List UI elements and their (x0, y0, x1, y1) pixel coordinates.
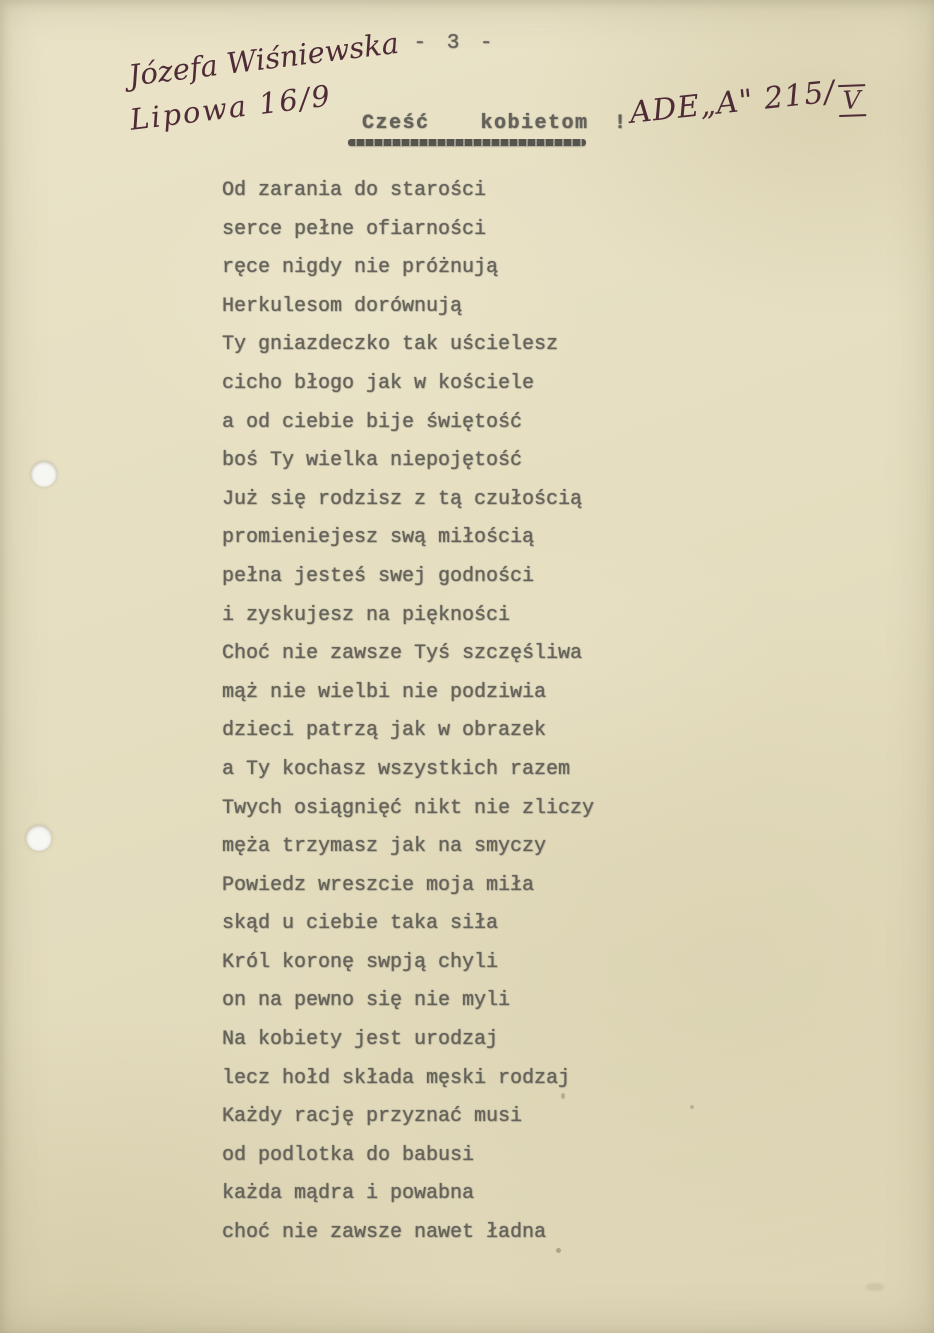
poem-line: cicho błogo jak w kościele (222, 371, 535, 395)
poem-line: boś Ty wielka niepojętość (222, 449, 523, 473)
poem-line: Twych osiągnięć nikt nie zliczy (222, 796, 595, 820)
poem-line: lecz hołd składa męski rodzaj (222, 1066, 571, 1090)
reference-code: ADE„A" 215/ (628, 74, 838, 131)
poem-body (222, 172, 594, 1253)
poem-line: ręce nigdy nie próżnują (222, 256, 499, 280)
hole-punch-bottom (26, 825, 52, 851)
poem-line: promieniejesz swą miłością (222, 526, 535, 550)
poem-line: choć nie zawsze nawet ładna (222, 1221, 547, 1245)
poem-line: Król koronę swpją chyli (222, 950, 499, 974)
poem-line: a od ciebie bije świętość (222, 410, 523, 434)
page-number: - 3 - (413, 32, 497, 55)
poem-line: mąż nie wielbi nie podziwia (222, 680, 547, 704)
poem-line: Każdy rację przyznać musi (222, 1105, 523, 1129)
poem-line: Choć nie zawsze Tyś szczęśliwa (222, 642, 583, 666)
poem-line: pełna jesteś swej godności (222, 564, 535, 588)
poem-line: i zyskujesz na piękności (222, 603, 511, 627)
poem-line: Na kobiety jest urodzaj (222, 1028, 499, 1052)
paper-speck (556, 1248, 561, 1253)
reference-roman-numeral: V (838, 84, 866, 117)
poem-line: on na pewno się nie myli (222, 989, 511, 1013)
poem-line: Herkulesom dorównują (222, 294, 463, 318)
poem-line: męża trzymasz jak na smyczy (222, 835, 547, 859)
poem-line: skąd u ciebie taka siła (222, 912, 499, 936)
paper-speck (561, 1093, 565, 1099)
title-underline (348, 139, 586, 146)
poem-line: każda mądra i powabna (222, 1182, 475, 1206)
poem-line: Ty gniazdeczko tak uścielesz (222, 333, 559, 357)
poem-line: a Ty kochasz wszystkich razem (222, 757, 571, 781)
handwritten-address: Lipowa 16/9 (128, 78, 334, 137)
handwritten-reference (628, 71, 866, 130)
paper-speck (690, 1105, 694, 1109)
poem-line: od podlotka do babusi (222, 1143, 475, 1167)
paper-smudge (866, 1283, 884, 1291)
handwritten-name: Józefa Wiśniewska (126, 25, 401, 93)
poem-line: serce pełne ofiarności (222, 217, 487, 241)
hole-punch-top (31, 461, 57, 487)
poem-title: Cześć kobietom ! (362, 112, 628, 135)
poem-line: Od zarania do starości (222, 179, 487, 202)
poem-line: Powiedz wreszcie moja miła (222, 873, 535, 897)
poem-line: Już się rodzisz z tą czułością (222, 487, 583, 511)
poem-line: dzieci patrzą jak w obrazek (222, 719, 547, 743)
